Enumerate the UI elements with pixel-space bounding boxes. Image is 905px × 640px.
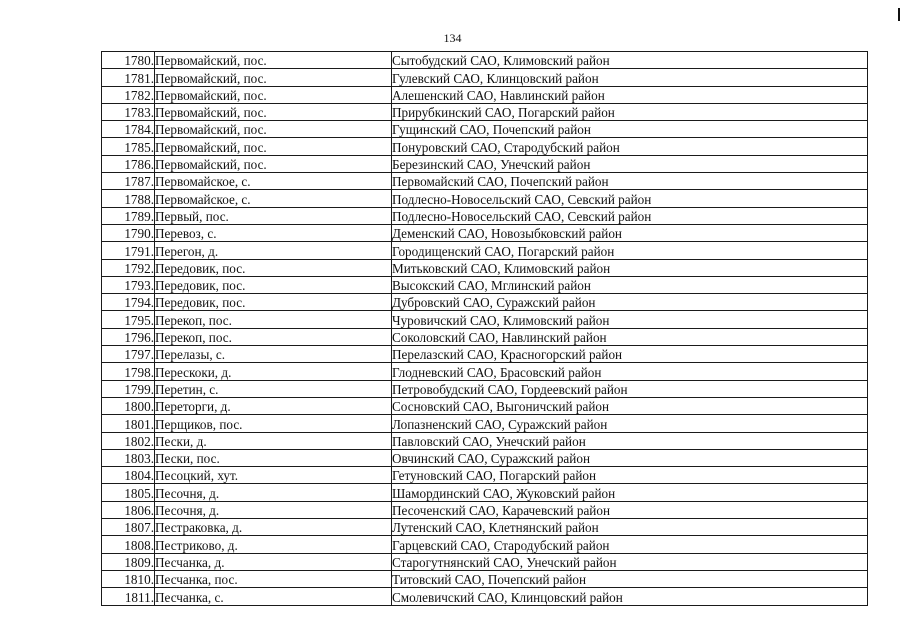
table-row — [102, 276, 868, 293]
table-row — [102, 346, 868, 363]
district-cell: Титовский САО, Почепский район — [392, 570, 868, 587]
table-row — [102, 432, 868, 449]
district-cell: Гарцевский САО, Стародубский район — [392, 536, 868, 553]
district-cell: Смолевичский САО, Клинцовский район — [392, 588, 868, 605]
district-cell: Гулевский САО, Клинцовский район — [392, 69, 868, 86]
table-row — [102, 536, 868, 553]
row-number-cell: 1796. — [102, 328, 155, 345]
table-row — [102, 242, 868, 259]
settlement-name-cell: Песчанка, д. — [155, 553, 392, 570]
district-cell: Глодневский САО, Брасовский район — [392, 363, 868, 380]
row-number-cell: 1787. — [102, 173, 155, 190]
row-number-cell: 1801. — [102, 415, 155, 432]
district-cell: Сытобудский САО, Климовский район — [392, 52, 868, 69]
row-number-cell: 1786. — [102, 155, 155, 172]
settlement-name-cell: Перекоп, пос. — [155, 328, 392, 345]
district-cell: Прирубкинский САО, Погарский район — [392, 103, 868, 120]
district-cell: Овчинский САО, Суражский район — [392, 449, 868, 466]
table-row — [102, 467, 868, 484]
table-row — [102, 155, 868, 172]
district-cell: Перелазский САО, Красногорский район — [392, 346, 868, 363]
settlement-name-cell: Пески, пос. — [155, 449, 392, 466]
row-number-cell: 1793. — [102, 276, 155, 293]
settlement-name-cell: Первомайский, пос. — [155, 69, 392, 86]
table-row — [102, 328, 868, 345]
table-row — [102, 259, 868, 276]
settlement-name-cell: Песочня, д. — [155, 501, 392, 518]
table-row — [102, 121, 868, 138]
settlement-name-cell: Перетин, с. — [155, 380, 392, 397]
district-cell: Подлесно-Новосельский САО, Севский район — [392, 207, 868, 224]
settlement-name-cell: Первый, пос. — [155, 207, 392, 224]
row-number-cell: 1783. — [102, 103, 155, 120]
table-row — [102, 519, 868, 536]
table-row — [102, 363, 868, 380]
district-cell: Лопазненский САО, Суражский район — [392, 415, 868, 432]
settlement-name-cell: Первомайский, пос. — [155, 52, 392, 69]
table-row — [102, 501, 868, 518]
settlement-name-cell: Пестраковка, д. — [155, 519, 392, 536]
table-row — [102, 311, 868, 328]
settlement-name-cell: Передовик, пос. — [155, 294, 392, 311]
row-number-cell: 1811. — [102, 588, 155, 605]
district-cell: Павловский САО, Унечский район — [392, 432, 868, 449]
table-row — [102, 69, 868, 86]
district-cell: Деменский САО, Новозыбковский район — [392, 224, 868, 241]
district-cell: Песоченский САО, Карачевский район — [392, 501, 868, 518]
table-row — [102, 173, 868, 190]
row-number-cell: 1804. — [102, 467, 155, 484]
district-cell: Петровобудский САО, Гордеевский район — [392, 380, 868, 397]
settlement-name-cell: Переторги, д. — [155, 397, 392, 414]
table-row — [102, 449, 868, 466]
settlement-name-cell: Перегон, д. — [155, 242, 392, 259]
settlement-name-cell: Перщиков, пос. — [155, 415, 392, 432]
settlement-name-cell: Первомайское, с. — [155, 190, 392, 207]
row-number-cell: 1802. — [102, 432, 155, 449]
settlement-name-cell: Первомайский, пос. — [155, 103, 392, 120]
district-cell: Чуровичский САО, Климовский район — [392, 311, 868, 328]
district-cell: Березинский САО, Унечский район — [392, 155, 868, 172]
table-row — [102, 380, 868, 397]
table-row — [102, 224, 868, 241]
row-number-cell: 1795. — [102, 311, 155, 328]
row-number-cell: 1797. — [102, 346, 155, 363]
district-cell: Соколовский САО, Навлинский район — [392, 328, 868, 345]
row-number-cell: 1800. — [102, 397, 155, 414]
row-number-cell: 1792. — [102, 259, 155, 276]
settlement-name-cell: Песочня, д. — [155, 484, 392, 501]
district-cell: Дубровский САО, Суражский район — [392, 294, 868, 311]
settlement-name-cell: Перелазы, с. — [155, 346, 392, 363]
row-number-cell: 1803. — [102, 449, 155, 466]
settlement-name-cell: Первомайский, пос. — [155, 86, 392, 103]
settlement-name-cell: Песоцкий, хут. — [155, 467, 392, 484]
settlement-name-cell: Передовик, пос. — [155, 276, 392, 293]
district-cell: Гетуновский САО, Погарский район — [392, 467, 868, 484]
table-row — [102, 415, 868, 432]
district-cell: Первомайский САО, Почепский район — [392, 173, 868, 190]
settlement-name-cell: Пески, д. — [155, 432, 392, 449]
district-cell: Лутенский САО, Клетнянский район — [392, 519, 868, 536]
row-number-cell: 1805. — [102, 484, 155, 501]
district-cell: Подлесно-Новосельский САО, Севский район — [392, 190, 868, 207]
row-number-cell: 1809. — [102, 553, 155, 570]
settlement-name-cell: Перескоки, д. — [155, 363, 392, 380]
settlement-name-cell: Перевоз, с. — [155, 224, 392, 241]
settlement-name-cell: Первомайский, пос. — [155, 155, 392, 172]
table-row — [102, 52, 868, 69]
settlement-name-cell: Первомайский, пос. — [155, 121, 392, 138]
table-row — [102, 190, 868, 207]
table-row — [102, 86, 868, 103]
table-row — [102, 397, 868, 414]
settlement-name-cell: Перекоп, пос. — [155, 311, 392, 328]
district-cell: Городищенский САО, Погарский район — [392, 242, 868, 259]
row-number-cell: 1790. — [102, 224, 155, 241]
district-cell: Сосновский САО, Выгоничский район — [392, 397, 868, 414]
row-number-cell: 1784. — [102, 121, 155, 138]
settlement-table-body — [102, 52, 868, 606]
settlement-name-cell: Песчанка, с. — [155, 588, 392, 605]
row-number-cell: 1789. — [102, 207, 155, 224]
settlement-name-cell: Первомайское, с. — [155, 173, 392, 190]
page-number: 134 — [443, 31, 462, 45]
table-row — [102, 207, 868, 224]
row-number-cell: 1785. — [102, 138, 155, 155]
row-number-cell: 1808. — [102, 536, 155, 553]
row-number-cell: 1780. — [102, 52, 155, 69]
settlement-table — [101, 51, 868, 606]
district-cell: Высокский САО, Мглинский район — [392, 276, 868, 293]
row-number-cell: 1798. — [102, 363, 155, 380]
row-number-cell: 1807. — [102, 519, 155, 536]
settlement-name-cell: Передовик, пос. — [155, 259, 392, 276]
table-row — [102, 570, 868, 587]
district-cell: Понуровский САО, Стародубский район — [392, 138, 868, 155]
district-cell: Гущинский САО, Почепский район — [392, 121, 868, 138]
district-cell: Митьковский САО, Климовский район — [392, 259, 868, 276]
row-number-cell: 1782. — [102, 86, 155, 103]
settlement-name-cell: Пестриково, д. — [155, 536, 392, 553]
table-row — [102, 138, 868, 155]
settlement-name-cell: Песчанка, пос. — [155, 570, 392, 587]
row-number-cell: 1810. — [102, 570, 155, 587]
table-row — [102, 484, 868, 501]
table-row — [102, 294, 868, 311]
row-number-cell: 1799. — [102, 380, 155, 397]
district-cell: Шамординский САО, Жуковский район — [392, 484, 868, 501]
row-number-cell: 1791. — [102, 242, 155, 259]
row-number-cell: 1781. — [102, 69, 155, 86]
scan-edge-mark — [898, 8, 900, 21]
row-number-cell: 1806. — [102, 501, 155, 518]
table-row — [102, 103, 868, 120]
district-cell: Алешенский САО, Навлинский район — [392, 86, 868, 103]
table-row — [102, 588, 868, 605]
settlement-name-cell: Первомайский, пос. — [155, 138, 392, 155]
district-cell: Старогутнянский САО, Унечский район — [392, 553, 868, 570]
row-number-cell: 1788. — [102, 190, 155, 207]
row-number-cell: 1794. — [102, 294, 155, 311]
table-row — [102, 553, 868, 570]
